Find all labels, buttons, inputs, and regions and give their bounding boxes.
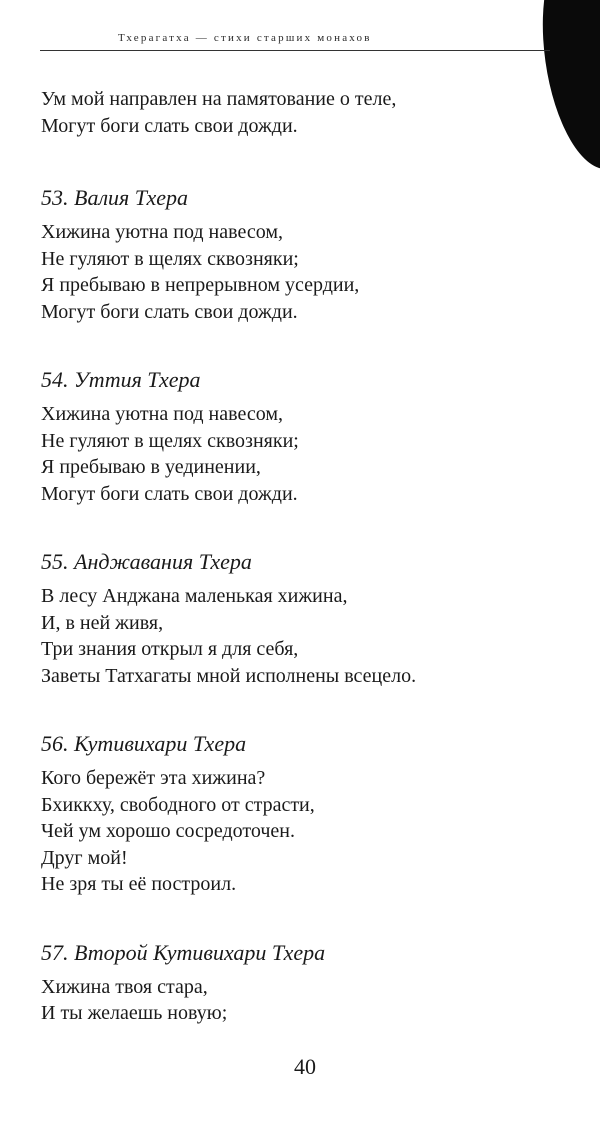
- poem-title: 55. Анджавания Тхера: [41, 549, 252, 574]
- poem-54: [41, 367, 576, 507]
- poem-line: Друг мой!: [41, 846, 128, 869]
- page-number: 40: [294, 1054, 316, 1079]
- poem-53: [41, 185, 576, 325]
- poem-line: Ум мой направлен на памятование о теле,: [41, 88, 397, 110]
- poem-title: 53. Валия Тхера: [41, 185, 188, 210]
- poem-line: Хижина уютна под навесом,: [41, 221, 283, 243]
- poem-line: Чей ум хорошо сосредоточен.: [41, 820, 295, 842]
- running-head: Тхерагатха — стихи старших монахов: [118, 32, 372, 44]
- poem-title: 56. Кутивихари Тхера: [41, 731, 247, 756]
- poem-continuation: [41, 86, 576, 139]
- poem-line: Три знания открыл я для себя,: [41, 638, 299, 660]
- poem-line: Я пребываю в уединении,: [41, 456, 261, 478]
- poem-line: Не зря ты её построил.: [41, 873, 237, 895]
- poem-line: И ты желаешь новую;: [41, 1002, 228, 1024]
- poem-57: [41, 940, 576, 1027]
- poem-line: Не гуляют в щелях сквозняки;: [41, 247, 299, 270]
- page-content: [41, 86, 576, 1069]
- header-rule: [40, 50, 550, 51]
- poem-line: Хижина уютна под навесом,: [41, 403, 283, 425]
- poem-line: В лесу Анджана маленькая хижина,: [41, 585, 348, 607]
- poem-title: 57. Второй Кутивихари Тхера: [41, 939, 326, 965]
- poem-line: Могут боги слать свои дожди.: [41, 300, 298, 323]
- poem-line: Заветы Татхагаты мной исполнены всецело.: [41, 664, 417, 687]
- poem-line: Могут боги слать свои дожди.: [41, 114, 298, 137]
- poem-56: [41, 731, 576, 898]
- poem-line: Хижина твоя стара,: [41, 975, 208, 998]
- poem-line: Я пребываю в непрерывном усердии,: [41, 274, 360, 296]
- poem-line: Бхиккху, свободного от страсти,: [41, 793, 315, 816]
- poem-line: Могут боги слать свои дожди.: [41, 482, 298, 505]
- poem-line: И, в ней живя,: [41, 611, 164, 634]
- poem-line: Не гуляют в щелях сквозняки;: [41, 429, 299, 452]
- poem-title: 54. Уттия Тхера: [41, 367, 201, 392]
- poem-55: [41, 549, 576, 689]
- poem-line: Кого бережёт эта хижина?: [41, 767, 266, 789]
